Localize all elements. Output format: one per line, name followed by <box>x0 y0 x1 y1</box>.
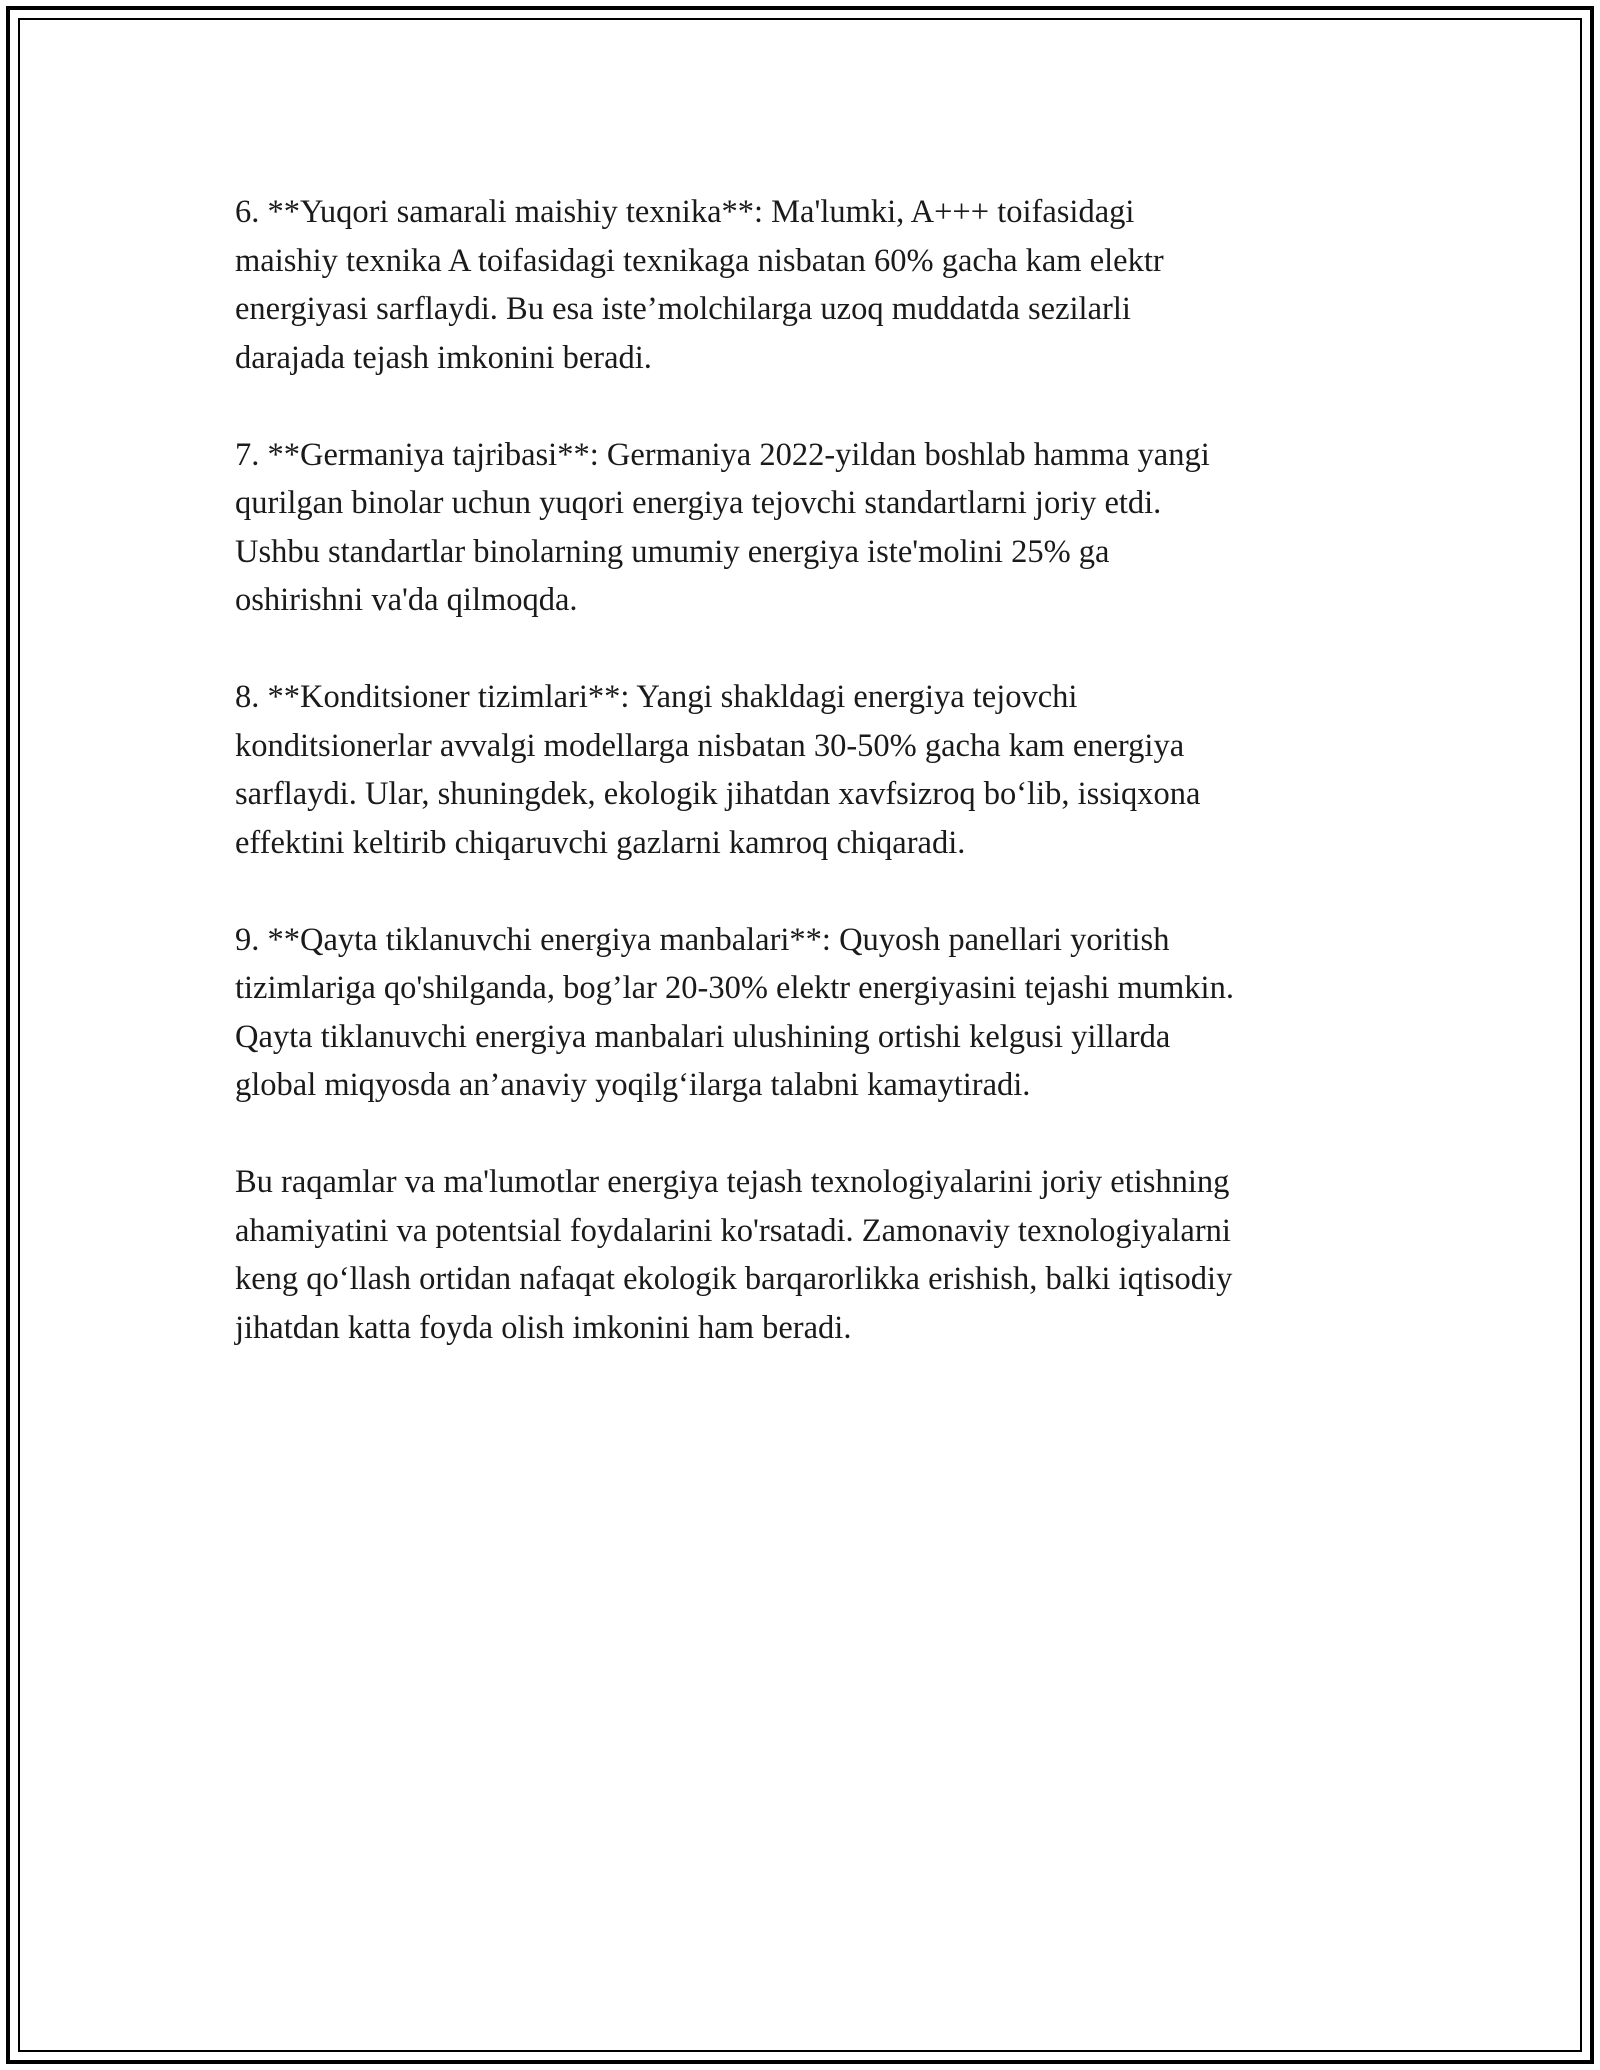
paragraph-conclusion: Bu raqamlar va ma'lumotlar energiya tejash texnologiyalarini joriy etishning ahamiyatini va potentsial foydalarini ko'rsatadi. Zamonaviy texnologiyalarni keng qo‘llash ortidan nafaqat ekologik barqarorlikka erishish, balki iqtisodiy jihatdan katta foyda olish imkonini ham beradi. <box>235 1164 1233 1346</box>
document-body <box>235 188 1375 1352</box>
paragraph-item-6: 6. **Yuqori samarali maishiy texnika**: Ma'lumki, A+++ toifasidagi maishiy texnika A toifasidagi texnikaga nisbatan 60% gacha kam elektr energiyasi sarflaydi. Bu esa iste’molchilarga uzoq muddatda sezilarli darajada tejash imkonini beradi. <box>235 194 1164 376</box>
paragraph-item-9: 9. **Qayta tiklanuvchi energiya manbalari**: Quyosh panellari yoritish tizimlariga qo'shilganda, bog’lar 20-30% elektr energiyasini tejashi mumkin. Qayta tiklanuvchi energiya manbalari ulushining ortishi kelgusi yillarda global miqyosda an’anaviy yoqilg‘ilarga talabni kamaytiradi. <box>235 921 1234 1103</box>
paragraph-item-8: 8. **Konditsioner tizimlari**: Yangi shakldagi energiya tejovchi konditsionerlar avvalgi modellarga nisbatan 30-50% gacha kam energiya sarflaydi. Ular, shuningdek, ekologik jihatdan xavfsizroq bo‘lib, issiqxona effektini keltirib chiqaruvchi gazlarni kamroq chiqaradi. <box>235 679 1201 861</box>
paragraph-item-7: 7. **Germaniya tajribasi**: Germaniya 2022-yildan boshlab hamma yangi qurilgan binolar uchun yuqori energiya tejovchi standartlarni joriy etdi. Ushbu standartlar binolarning umumiy energiya iste'molini 25% ga oshirishni va'da qilmoqda. <box>235 436 1210 618</box>
